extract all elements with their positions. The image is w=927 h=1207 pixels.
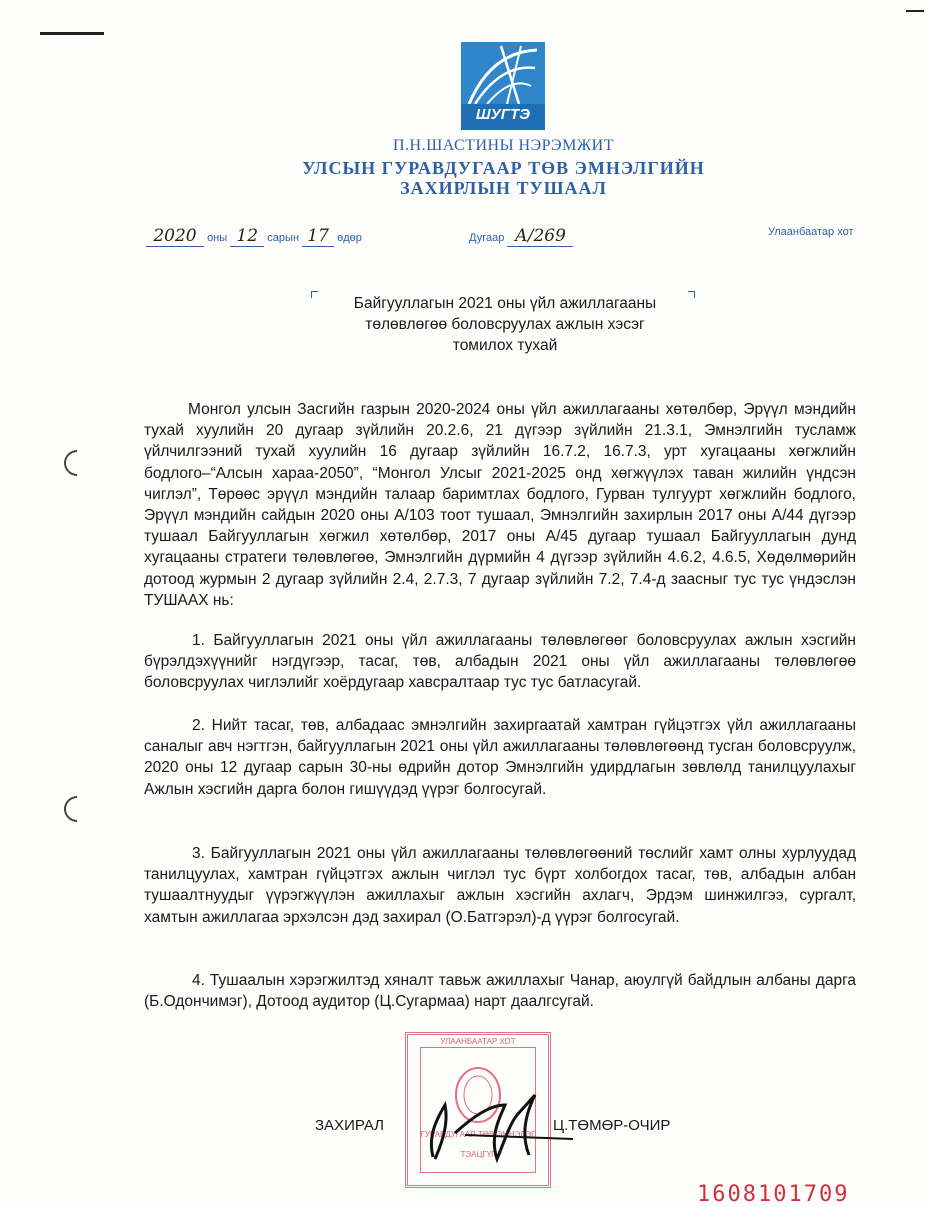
order-date xyxy=(146,226,362,247)
stamp-middle-text: ГУРАВДУГААР ТӨВ ЭМНЭЛЭГ xyxy=(420,1130,536,1139)
registration-number: 1608101709 xyxy=(697,1182,850,1207)
subject-corner-left xyxy=(311,291,318,298)
order-number-value: А/269 xyxy=(507,226,573,247)
stamp-top-text: УЛААНБААТАР ХОТ xyxy=(440,1037,516,1046)
signatory-name: Ц.ТӨМӨР-ОЧИР xyxy=(553,1117,671,1134)
handwritten-signature xyxy=(405,1075,575,1165)
header-line-2: УЛСЫН ГУРАВДУГААР ТӨВ ЭМНЭЛГИЙН xyxy=(302,158,705,178)
punch-hole-mark xyxy=(59,791,96,828)
order-number-label: Дугаар xyxy=(469,232,505,244)
scan-mark-top-left xyxy=(40,32,104,35)
organization-logo xyxy=(461,42,545,130)
date-day: 17 xyxy=(302,226,334,247)
order-number xyxy=(469,226,573,247)
date-year: 2020 xyxy=(146,226,204,247)
punch-hole-mark xyxy=(59,445,96,482)
date-month-suffix: сарын xyxy=(267,232,300,244)
subject-line-3: томилох тухай xyxy=(452,337,558,354)
order-subject xyxy=(320,293,690,356)
scan-mark-top-right xyxy=(906,10,924,12)
date-year-suffix: оны xyxy=(207,232,228,244)
preamble-paragraph: Монгол улсын Засгийн газрын 2020-2024 оны үйл ажиллагааны хөтөлбөр, Эрүүл мэндийн тухай хуулийн 20 дугаар зүйлийн 20.2.6, 21 дүгээр зүйлийн 21.3.1, Эмнэлгийн тусламж үйлчилгээний тухай хуулийн 16 дугаар зүйлийн 16.7.2, 16.7.3, урт хугацааны хөгжлийн бодлого–“Алсын хараа-2050”, “Монгол Улсыг 2021-2025 онд хөгжүүлэх таван жилийн үндсэн чиглэл”, Төрөөс эрүүл мэндийн талаар баримтлах бодлого, Гурван тулгуурт хөгжлийн бодлого, Эрүүл мэндийн сайдын 2020 оны А/103 тоот тушаал, Эмнэлгийн захирлын 2017 оны А/44 дүгээр тушаал Байгууллагын хөгжил хөтөлбөр, 2017 оны А/45 дугаар тушаал Байгууллагын дунд хугацааны стратеги төлөвлөгөө, Эмнэлгийн дүрмийн 4 дүгээр зүйлийн 4.6.2, 4.6.5, Хөдөлмөрийн дотоод журмын 2 дугаар зүйлийн 2.4, 2.7.3, 7 дугаар зүйлийн 7.2, 7.4-д заасныг тус тус үндэслэн ТУШААХ нь: xyxy=(144,401,856,609)
header-line-1: П.Н.ШАСТИНЫ НЭРЭМЖИТ xyxy=(393,137,614,154)
subject-line-1: Байгууллагын 2021 оны үйл ажиллагааны xyxy=(353,295,657,312)
order-item-3: 3. Байгууллагын 2021 оны үйл ажиллагааны төлөвлөгөөний төслийг хамт олны хурлуудад танилцуулах, хамтран гүйцэтгэх ажлын чиглэл тус бүрт холбогдох тасаг, төв, албадын албан тушаалтнуудыг үүрэгжүүлэн ажиллахыг ажлын хэсгийн ахлагч, Эрдэм шинжилгээ, сургалт, хамтын ажиллагаа эрхэлсэн дэд захирал (О.Батгэрэл)-д үүрэг болгосугай. xyxy=(144,845,856,926)
stamp-bottom-text: ТЭАЦГҮГ xyxy=(460,1150,496,1159)
subject-line-2: төлөвлөгөө боловсруулах ажлын хэсэг xyxy=(365,316,645,333)
date-day-suffix: өдөр xyxy=(337,232,362,244)
order-item-2: 2. Нийт тасаг, төв, албадаас эмнэлгийн захиргаатай хамтран гүйцэтгэх үйл ажиллагааны саналыг авч нэгтгэн, байгууллагын 2021 оны үйл ажиллагааны төлөвлөгөөнд тусган боловсруулж, 2020 оны 12 дугаар сарын 30-ны өдрийн дотор Эмнэлгийн удирдлагын зөвлөлд танилцуулахыг Ажлын хэсгийн дарга болон гишүүдэд үүрэг болгосугай. xyxy=(144,717,856,798)
logo-text: ШУГТЭ xyxy=(475,106,531,123)
order-item-1: 1. Байгууллагын 2021 оны үйл ажиллагааны төлөвлөгөөг боловсруулах ажлын хэсгийн бүрэлдэхүүнийг нэгдүгээр, тасаг, төв, албадын 2021 оны үйл ажиллагааны төлөвлөгөө боловсруулах чиглэлийг хоёрдугаар хавсралтаар тус тус батласугай. xyxy=(144,632,856,692)
date-month: 12 xyxy=(230,226,264,247)
order-city: Улаанбаатар хот xyxy=(768,226,854,238)
order-item-4: 4. Тушаалын хэрэгжилтэд хяналт тавьж ажиллахыг Чанар, аюулгүй байдлын албаны дарга (Б.Одончимэг), Дотоод аудитор (Ц.Сугармаа) нарт даалгсугай. xyxy=(144,972,856,1011)
header-line-3: ЗАХИРЛЫН ТУШААЛ xyxy=(400,178,607,198)
signatory-title: ЗАХИРАЛ xyxy=(315,1117,385,1134)
